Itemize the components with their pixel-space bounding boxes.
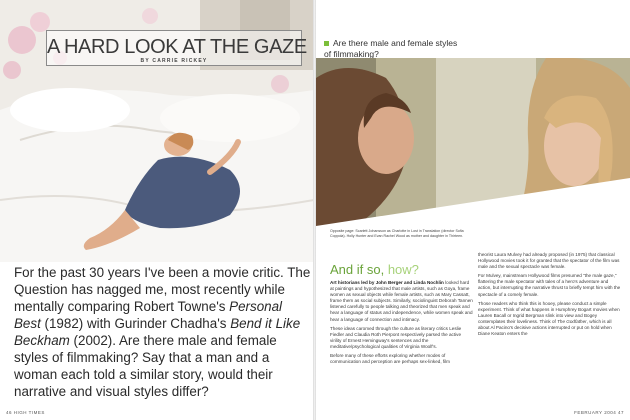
pull-quote xyxy=(324,38,464,59)
body-column-b xyxy=(478,252,621,340)
col-a-p3: Before many of these efforts exploring whether modes of communication and perception are perhaps sex-linked, film xyxy=(330,353,451,365)
film-title-personal-best: Personal Best xyxy=(14,299,283,331)
lead-paragraph xyxy=(14,264,312,400)
green-square-icon xyxy=(324,41,329,46)
bed-photo xyxy=(0,0,314,262)
article-title: A HARD LOOK AT THE GAZE xyxy=(47,36,307,58)
folio-left: 46 HIGH TIMES xyxy=(6,410,45,415)
col-a-lead-in: Art historians led by John Berger and Linda Nochlin xyxy=(330,280,444,285)
pull-quote-text: Are there male and female styles of filmmaking? xyxy=(324,38,458,59)
right-page xyxy=(316,0,630,420)
subhead-part-2: how? xyxy=(387,262,419,277)
left-page xyxy=(0,0,314,420)
subhead-part-1: And if so, xyxy=(330,262,388,277)
col-b-p1: theorist Laura Mulvey had already proposed (in 1975) that classical Hollywood movies took it for granted that the spectator of the film was male and the sexual spectacle was female. xyxy=(478,252,620,270)
film-title-bend-it-like-beckham: Bend it Like Beckham xyxy=(14,316,301,348)
byline: BY CARRIE RICKEY xyxy=(140,58,208,64)
col-a-p1: looked hard at paintings and hypothesized that male artists, such as Goya, frame women as sexual objects while female artists, such as Mary Cassatt, frame them as social subjects. Similarly, sociolinguist Deborah Tannen listened carefully to people talking and theorized that men speak and hear a language of status and independence, while women speak and hear a language of connection and intimacy. xyxy=(330,280,473,322)
section-subhead xyxy=(330,262,419,277)
lead-text-3: (2002). Are there male and female styles of filmmaking? Say that a man and a woman each told a similar story, would their narrative and visual styles differ? xyxy=(14,333,277,399)
film-still-illustration xyxy=(316,58,630,226)
lead-text-1: For the past 30 years I've been a movie critic. The Question has nagged me, most recently while mentally comparing Robert Towne's xyxy=(14,265,311,314)
col-a-p2: These ideas caromed through the culture as literary critics Leslie Fiedler and Claudia Roth Pierpont respectively parsed the active virility of Ernest Hemingway's sentences and the meditative/psychological qualities of Virginia Woolf's. xyxy=(330,325,462,349)
film-still-photo xyxy=(316,58,630,226)
col-b-p2: For Mulvey, mainstream Hollywood films presumed "the male gaze," flattering the male spectator with tales of a hero's adventure and action, but interrupting the narrative thrust to briefly tempt him with the spectacle of a comely female. xyxy=(478,273,621,297)
film-title-godfather: The Godfather xyxy=(557,318,587,324)
photo-caption: Opposite page: Scarlett Johansson as Charlotte in Lost in Translation (director Sofia Coppola). Holly Hunter and Evan Rachel Wood as mother and daughter in Thirteen. xyxy=(330,229,464,238)
folio-right: FEBRUARY 2004 47 xyxy=(574,410,624,415)
lead-text-2: (1982) with Gurinder Chadha's xyxy=(40,316,231,331)
title-box xyxy=(46,30,307,66)
col-b-p3b: , which is all about Al Pacino's decisive actions interrupted or put on hold when Diane Keaton enters the xyxy=(478,318,612,337)
col-b-p3a: Those readers who think this is hooey, please conduct a simple experiment. Think of what happens in Humphrey Bogart movies when Lauren Bacall or Ingrid Bergman slink into view and Bogey contemplates their loveliness. Think of xyxy=(478,300,620,324)
body-column-a xyxy=(330,280,473,368)
